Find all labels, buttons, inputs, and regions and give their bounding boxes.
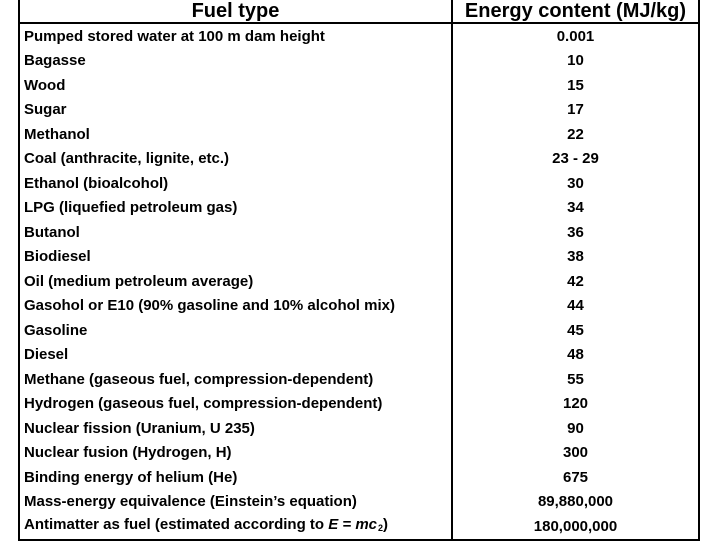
table-row — [19, 245, 699, 270]
fuel-cell: LPG (liquefied petroleum gas) — [19, 196, 452, 221]
table-row — [19, 269, 699, 294]
energy-cell: 675 — [452, 465, 699, 490]
energy-cell: 36 — [452, 220, 699, 245]
energy-cell: 34 — [452, 196, 699, 221]
fuel-cell: Sugar — [19, 98, 452, 123]
energy-cell: 89,880,000 — [452, 490, 699, 515]
formula-exponent: 2 — [378, 522, 384, 533]
energy-cell: 90 — [452, 416, 699, 441]
fuel-cell: Nuclear fusion (Hydrogen, H) — [19, 441, 452, 466]
energy-cell: 180,000,000 — [452, 514, 699, 540]
fuel-cell: Methanol — [19, 122, 452, 147]
energy-cell: 42 — [452, 269, 699, 294]
header-fuel-type: Fuel type — [19, 0, 452, 23]
table-row — [19, 441, 699, 466]
energy-cell: 22 — [452, 122, 699, 147]
header-energy-content: Energy content (MJ/kg) — [452, 0, 699, 23]
fuel-cell: Methane (gaseous fuel, compression-dependent) — [19, 367, 452, 392]
energy-cell: 55 — [452, 367, 699, 392]
fuel-cell: Gasoline — [19, 318, 452, 343]
table-header-row — [19, 0, 699, 23]
table-row — [19, 23, 699, 49]
table-row — [19, 465, 699, 490]
fuel-cell-text: Antimatter as fuel (estimated according to — [24, 515, 325, 533]
table-row — [19, 98, 699, 123]
energy-cell: 38 — [452, 245, 699, 270]
table-row — [19, 490, 699, 515]
fuel-cell: Hydrogen (gaseous fuel, compression-dependent) — [19, 392, 452, 417]
table-row — [19, 367, 699, 392]
fuel-cell: Biodiesel — [19, 245, 452, 270]
table-row — [19, 147, 699, 172]
table-row — [19, 343, 699, 368]
table-row — [19, 416, 699, 441]
fuel-cell: Oil (medium petroleum average) — [19, 269, 452, 294]
table-row — [19, 514, 699, 540]
table-row — [19, 49, 699, 74]
table-row — [19, 171, 699, 196]
fuel-cell: Wood — [19, 73, 452, 98]
table-row — [19, 392, 699, 417]
table-row — [19, 196, 699, 221]
energy-cell: 44 — [452, 294, 699, 319]
energy-cell: 17 — [452, 98, 699, 123]
table-row — [19, 73, 699, 98]
energy-cell: 120 — [452, 392, 699, 417]
fuel-cell: Ethanol (bioalcohol) — [19, 171, 452, 196]
fuel-cell: Pumped stored water at 100 m dam height — [19, 23, 452, 49]
fuel-cell: Nuclear fission (Uranium, U 235) — [19, 416, 452, 441]
einstein-formula — [328, 516, 388, 533]
table-row — [19, 220, 699, 245]
table-row — [19, 318, 699, 343]
energy-cell: 30 — [452, 171, 699, 196]
table-row — [19, 294, 699, 319]
fuel-cell — [19, 514, 452, 540]
fuel-cell: Bagasse — [19, 49, 452, 74]
fuel-energy-table-container — [18, 0, 698, 541]
fuel-cell: Diesel — [19, 343, 452, 368]
energy-cell: 23 - 29 — [452, 147, 699, 172]
table-row — [19, 122, 699, 147]
fuel-cell: Mass-energy equivalence (Einstein’s equation) — [19, 490, 452, 515]
energy-cell: 10 — [452, 49, 699, 74]
formula-close-paren: ) — [383, 515, 389, 533]
fuel-cell: Binding energy of helium (He) — [19, 465, 452, 490]
formula-e: E — [328, 515, 339, 533]
energy-cell: 48 — [452, 343, 699, 368]
fuel-cell: Coal (anthracite, lignite, etc.) — [19, 147, 452, 172]
fuel-cell: Butanol — [19, 220, 452, 245]
energy-cell: 0.001 — [452, 23, 699, 49]
energy-cell: 15 — [452, 73, 699, 98]
fuel-energy-table — [18, 0, 700, 541]
energy-cell: 45 — [452, 318, 699, 343]
formula-mc: = mc — [342, 515, 378, 533]
fuel-cell: Gasohol or E10 (90% gasoline and 10% alcohol mix) — [19, 294, 452, 319]
energy-cell: 300 — [452, 441, 699, 466]
